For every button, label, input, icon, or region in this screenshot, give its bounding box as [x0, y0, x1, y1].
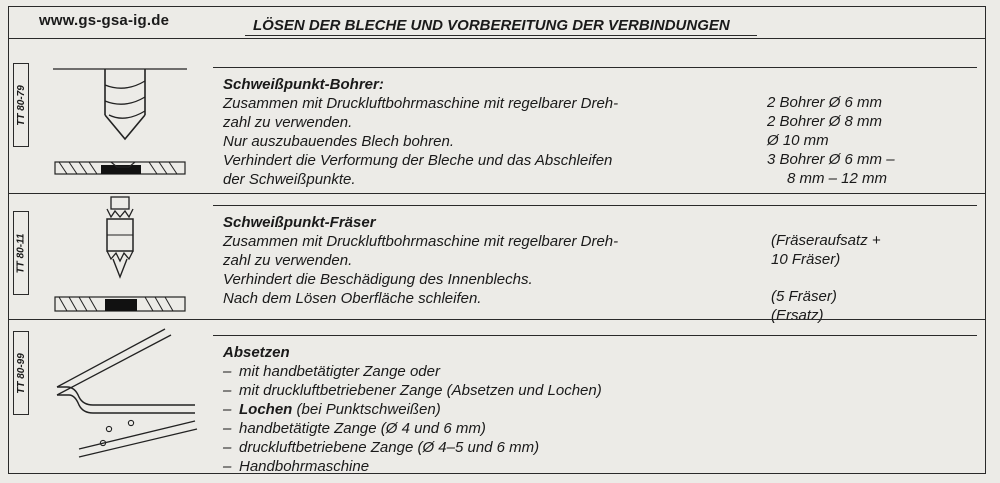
section-heading: Schweißpunkt-Bohrer: — [223, 76, 384, 93]
list-item — [223, 419, 602, 438]
list-dash: – — [223, 458, 232, 475]
spot-weld-cutter-illustration — [45, 195, 195, 319]
section-heading: Schweißpunkt-Fräser — [223, 214, 376, 231]
text-line: Verhindert die Verformung der Bleche und das Abschleifen — [223, 152, 613, 169]
text-line: Zusammen mit Druckluftbohrmaschine mit regelbarer Dreh- — [223, 95, 619, 112]
list-item — [223, 400, 602, 419]
list-text: Handbohrmaschine — [239, 458, 370, 475]
section-tag: TT 80-79 — [13, 63, 29, 147]
spec-list — [767, 93, 895, 188]
spec-list — [771, 231, 881, 269]
text-line: zahl zu verwenden. — [223, 114, 353, 131]
text-line: Verhindert die Beschädigung des Innenblechs. — [223, 271, 533, 288]
drill-bit-illustration — [45, 45, 195, 185]
spec-line: (5 Fräser) — [771, 288, 837, 305]
section-tag: TT 80-11 — [13, 211, 29, 295]
page-title: LÖSEN DER BLECHE UND VORBEREITUNG DER VERBINDUNGEN — [253, 17, 730, 34]
section-heading: Absetzen — [223, 344, 290, 361]
text-line: zahl zu verwenden. — [223, 252, 353, 269]
list-item — [223, 362, 602, 381]
list-text: mit handbetätigter Zange oder — [239, 363, 440, 380]
section-rule — [213, 335, 977, 336]
list-dash: – — [223, 363, 232, 380]
spec-line: 2 Bohrer Ø 6 mm — [767, 94, 883, 111]
spec-line: 8 mm – 12 mm — [787, 170, 888, 187]
section-rule — [213, 205, 977, 206]
header — [9, 7, 985, 39]
spec-line: 3 Bohrer Ø 6 mm – — [767, 151, 895, 168]
sheet-offset-illustration — [45, 325, 205, 465]
section-text — [223, 75, 618, 189]
list-item — [223, 381, 602, 400]
section-cutter — [9, 193, 985, 324]
document-frame — [8, 6, 986, 474]
spec-line: (Fräseraufsatz + — [771, 232, 881, 249]
list-dash: – — [223, 439, 232, 456]
section-tag: TT 80-99 — [13, 331, 29, 415]
site-url: www.gs-gsa-ig.de — [39, 12, 170, 29]
text-line: Nach dem Lösen Oberfläche schleifen. — [223, 290, 482, 307]
list-dash: – — [223, 401, 232, 418]
text-line: Nur auszubauendes Blech bohren. — [223, 133, 454, 150]
spec-line: 2 Bohrer Ø 8 mm — [767, 113, 883, 130]
list-dash: – — [223, 420, 232, 437]
list-bold-text: Lochen — [239, 401, 293, 418]
list-text: handbetätigte Zange (Ø 4 und 6 mm) — [239, 420, 486, 437]
text-line: der Schweißpunkte. — [223, 171, 356, 188]
list-text: mit druckluftbetriebener Zange (Absetzen und Lochen) — [239, 382, 602, 399]
section-offset — [9, 319, 985, 473]
section-text — [223, 213, 618, 308]
spec-line: 10 Fräser) — [771, 251, 841, 268]
spec-line: Ø 10 mm — [767, 132, 829, 149]
section-drill — [9, 39, 985, 187]
list-item — [223, 438, 602, 457]
section-list — [223, 343, 602, 476]
list-item — [223, 457, 602, 476]
list-text: druckluftbetriebene Zange (Ø 4–5 und 6 mm) — [239, 439, 540, 456]
list-text: (bei Punktschweißen) — [292, 401, 441, 418]
spec-line: (Ersatz) — [771, 307, 824, 324]
section-rule — [213, 67, 977, 68]
text-line: Zusammen mit Druckluftbohrmaschine mit regelbarer Dreh- — [223, 233, 619, 250]
title-underline — [245, 35, 757, 36]
list-dash: – — [223, 382, 232, 399]
